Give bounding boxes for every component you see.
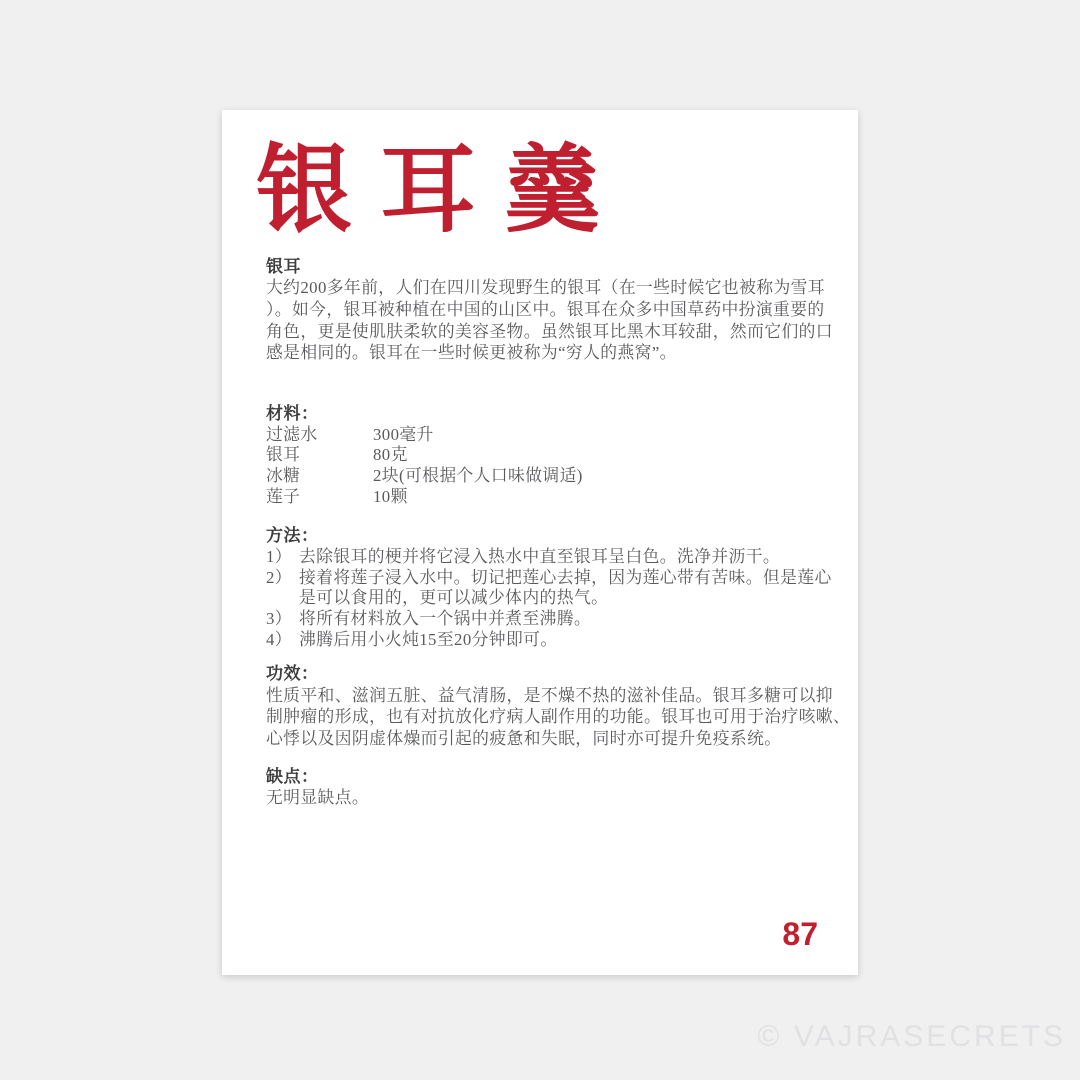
- ingredient-row: [266, 466, 814, 487]
- step-text: 沸腾后用小火炖15至20分钟即可。: [299, 630, 558, 650]
- ingredient-row: [266, 425, 814, 446]
- ingredient-amount: 300毫升: [373, 424, 434, 444]
- step-text: 接着将莲子浸入水中。切记把莲心去掉，因为莲心带有苦味。但是莲心: [299, 567, 832, 587]
- step-number: 4）: [266, 630, 292, 650]
- method-step-2: [266, 567, 832, 610]
- step-text: 去除银耳的梗并将它浸入热水中直至银耳呈白色。洗净并沥干。: [299, 546, 781, 566]
- ingredient-name: 银耳: [266, 445, 301, 465]
- intro-line-3: 角色，更是使肌肤柔软的美容圣物。虽然银耳比黑木耳较甜，然而它们的口: [266, 321, 833, 341]
- step-number: 1）: [266, 546, 292, 566]
- method-step-4: [266, 630, 814, 651]
- watermark: © VAJRASECRETS: [757, 1020, 1066, 1053]
- step-number: 3）: [266, 609, 292, 629]
- method-step-3: [266, 609, 814, 630]
- intro-line-4: 感是相同的。银耳在一些时候更被称为“穷人的燕窝”。: [266, 343, 677, 363]
- intro-line-2: ）。如今，银耳被种植在中国的山区中。银耳在众多中国草药中扮演重要的: [266, 300, 825, 319]
- ingredient-row: [266, 445, 814, 466]
- intro-line-1: 大约200多年前，人们在四川发现野生的银耳（在一些时候它也被称为雪耳: [266, 278, 825, 298]
- ingredient-amount: 2块(可根据个人口味做调适): [373, 466, 583, 485]
- ingredient-name: 莲子: [266, 486, 301, 506]
- ingredient-amount: 80克: [373, 445, 408, 465]
- benefits-heading: 功效：: [266, 663, 319, 683]
- benefits-line-1: 性质平和、滋润五脏、益气清肠，是不燥不热的滋补佳品。银耳多糖可以抑: [266, 685, 833, 705]
- benefits-line-2: 制肿瘤的形成，也有对抗放化疗病人副作用的功能。银耳也可用于治疗咳嗽、: [266, 707, 851, 727]
- drawbacks-text: 无明显缺点。: [266, 788, 370, 808]
- intro-heading: 银耳: [266, 256, 301, 276]
- benefits-line-3: 心悸以及因阴虚体燥而引起的疲惫和失眠，同时亦可提升免疫系统。: [266, 728, 782, 748]
- page-number: 87: [782, 916, 818, 952]
- method-heading: 方法：: [266, 526, 319, 546]
- ingredients-heading: 材料：: [266, 404, 319, 424]
- ingredient-name: 过滤水: [266, 424, 318, 444]
- method-step-1: [266, 547, 814, 568]
- ingredient-amount: 10颗: [373, 486, 408, 506]
- step-text: 是可以食用的，更可以减少体内的热气。: [299, 588, 609, 608]
- ingredient-name: 冰糖: [266, 466, 301, 485]
- drawbacks-heading: 缺点：: [266, 766, 319, 786]
- step-text: 将所有材料放入一个锅中并煮至沸腾。: [299, 609, 592, 629]
- step-number: 2）: [266, 567, 292, 587]
- page-content: [256, 110, 851, 809]
- recipe-page: [222, 110, 858, 975]
- ingredient-row: [266, 487, 814, 508]
- recipe-title: 银耳羹: [256, 137, 628, 244]
